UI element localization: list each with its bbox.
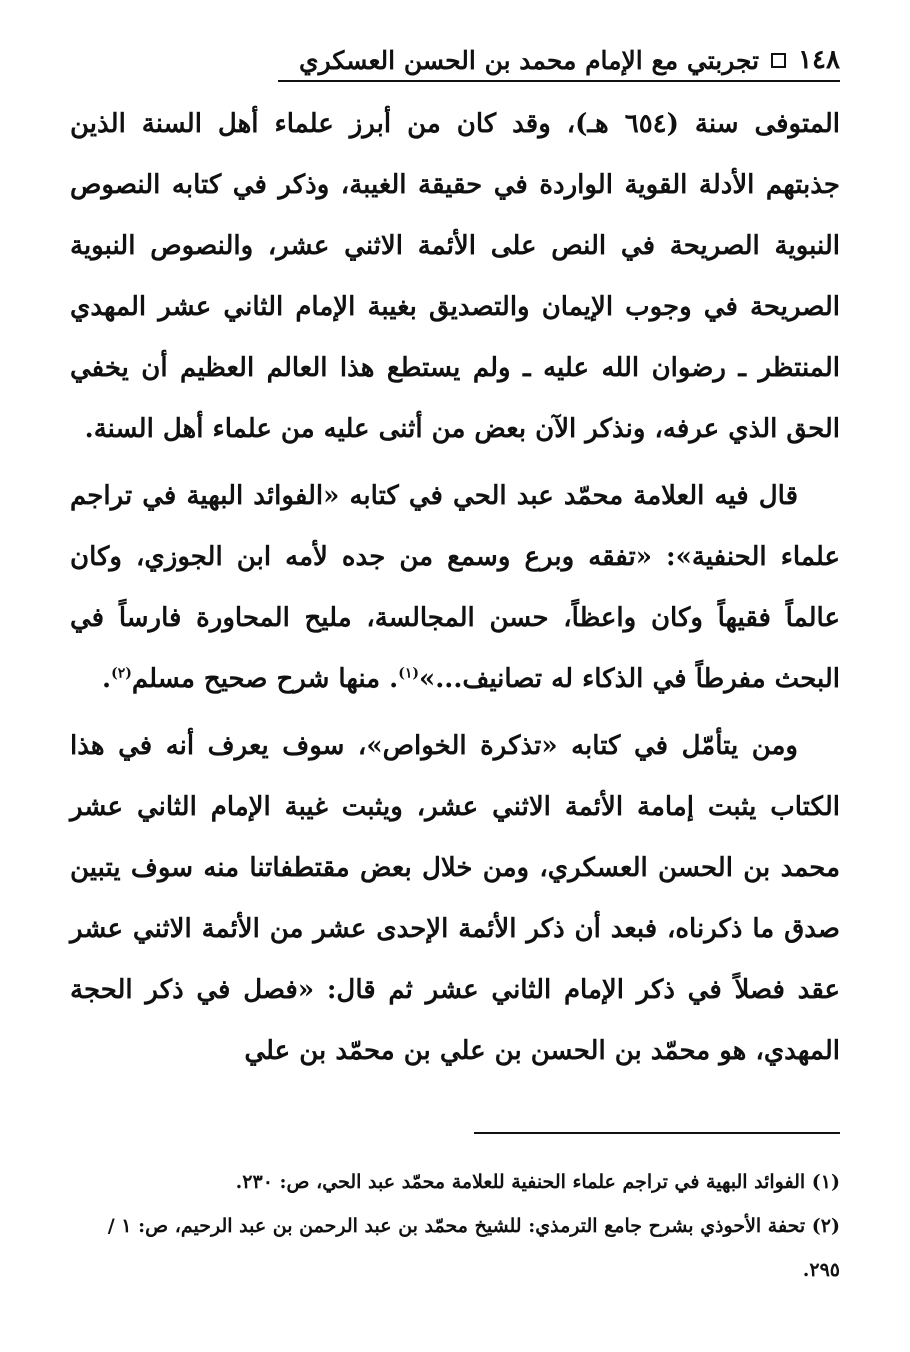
paragraph-text-tail: . منها شرح صحيح مسلم [131,664,399,694]
paragraph-end: . [102,664,112,694]
footnote: (١) الفوائد البهية في تراجم علماء الحنفية للعلامة محمّد عبد الحي، ص: ٢٣٠. [235,1171,840,1193]
paragraph-text: المتوفى سنة (٦٥٤ هـ)، وقد كان من أبرز علماء أهل السنة الذين جذبتهم الأدلة القوية الواردة في حقيقة الغيبة، وذكر في كتابه النصوص النبوية الصريحة في النص على الأئمة الاثني عشر، والنصوص النبوية الصريحة في وجوب الإيمان والتصديق بغيبة الإمام الثاني عشر المهدي المنتظر ـ رضوان الله عليه ـ ولم يستطع هذا العالم العظيم أن يخفي الحق الذي عرفه، ونذكر الآن بعض من أثنى عليه من علماء أهل السنة. [70,109,841,444]
main-text [70,94,840,1082]
paragraph [70,94,840,460]
paragraph-text: ومن يتأمّل في كتابه «تذكرة الخواص»، سوف يعرف أنه في هذا الكتاب يثبت إمامة الأئمة الاثني عشر، ويثبت غيبة الإمام الثاني عشر محمد بن الحسن العسكري، ومن خلال بعض مقتطفاتنا منه سوف يتبين صدق ما ذكرناه، فبعد أن ذكر الأئمة الإحدى عشر من الأئمة الاثني عشر عقد فصلاً في ذكر الإمام الثاني عشر ثم قال: «فصل في ذكر الحجة المهدي، هو محمّد بن الحسن بن علي بن محمّد بن علي [70,731,840,1066]
page-number: ١٤٨ [798,45,840,75]
footnotes [70,1160,840,1292]
footnote: (٢) تحفة الأحوذي بشرح جامع الترمذي: للشيخ محمّد بن عبد الرحمن بن عبد الرحيم، ص: ١ / ٢٩٥. [107,1215,840,1281]
footnote-marker[interactable]: (٢) [111,665,132,682]
running-title: تجربتي مع الإمام محمد بن الحسن العسكري [299,45,760,75]
square-box-icon [771,53,786,68]
paragraph [70,716,840,1082]
paragraph [70,466,840,710]
paragraph-text: قال فيه العلامة محمّد عبد الحي في كتابه «الفوائد البهية في تراجم علماء الحنفية»: «تفقه وبرع وسمع من جده لأمه ابن الجوزي، وكان عالماً فقيهاً وكان واعظاً، حسن المجالسة، مليح المحاورة فارساً في البحث مفرطاً في الذكاء له تصانيف...» [70,481,840,694]
footnote-separator [474,1132,840,1134]
footnote-marker[interactable]: (١) [398,665,419,682]
running-header [278,40,840,82]
